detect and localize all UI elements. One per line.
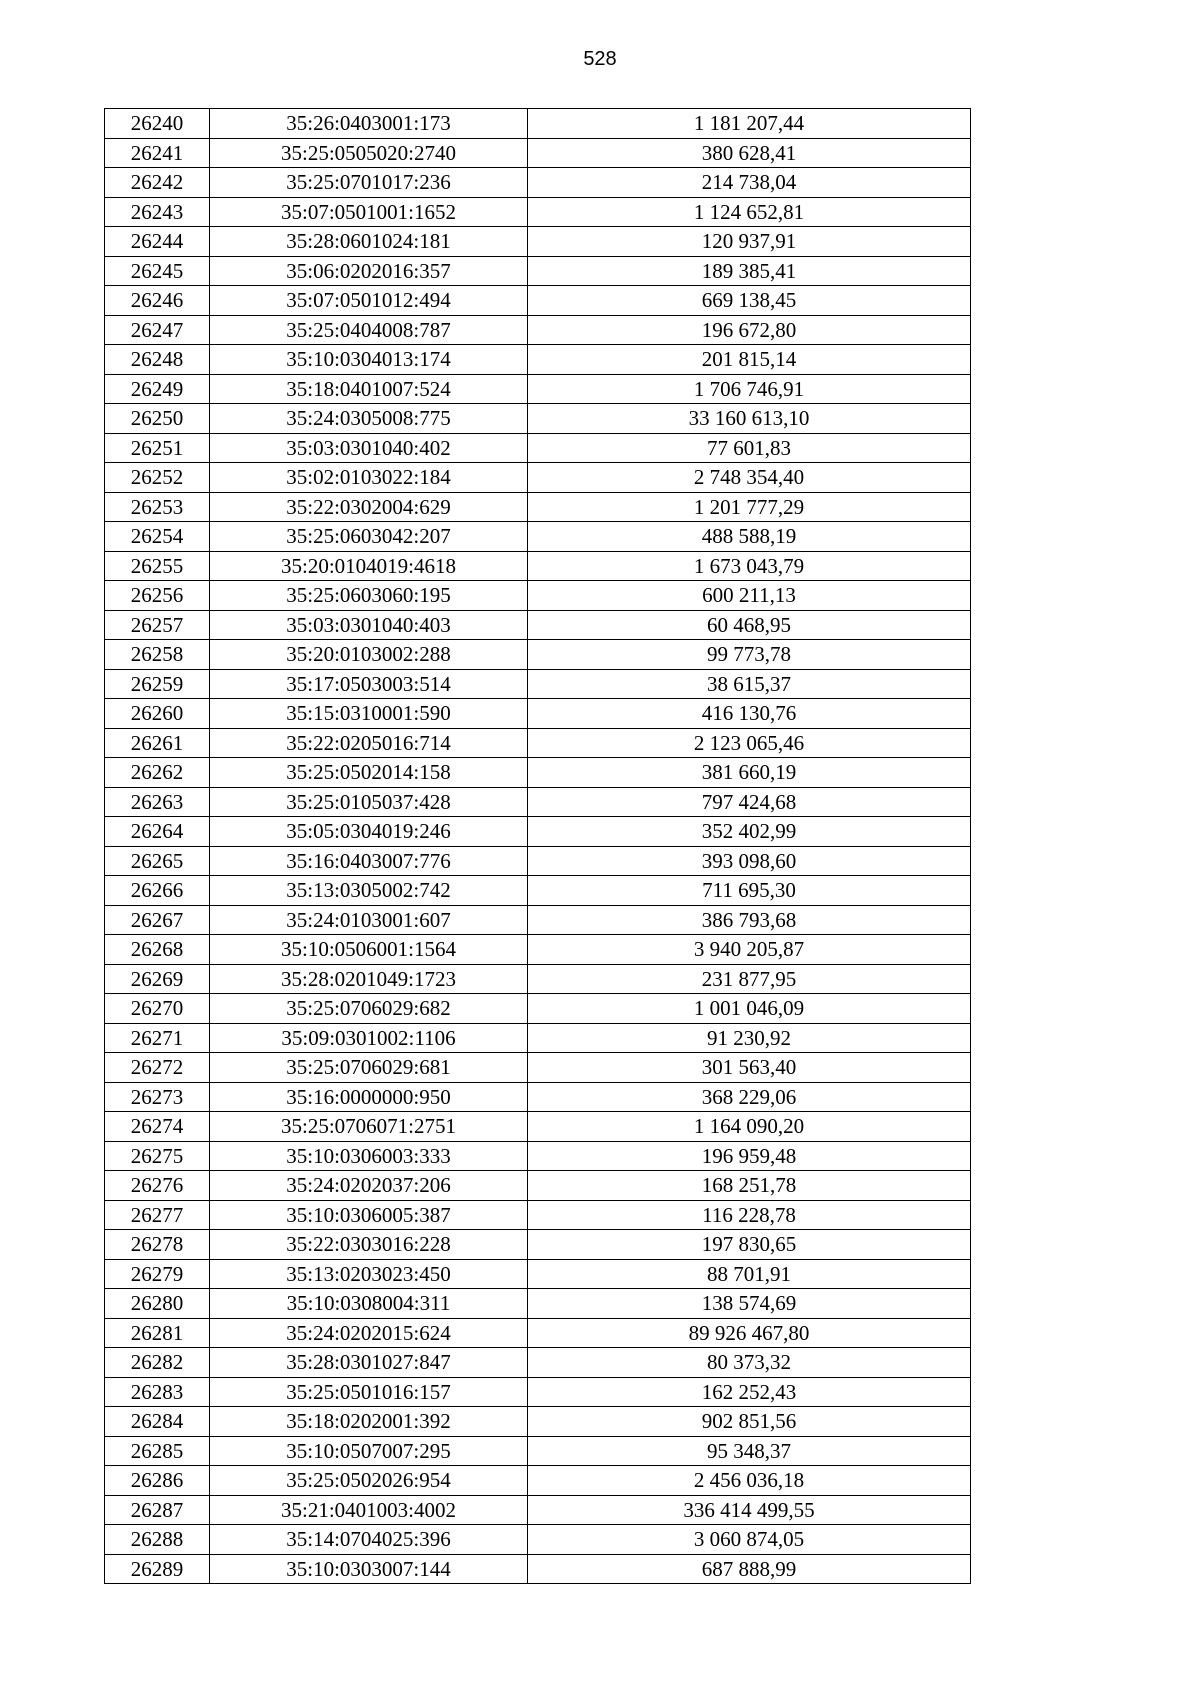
table-row	[105, 286, 971, 316]
cadastral-number-cell: 35:02:0103022:184	[210, 463, 528, 493]
row-number-cell: 26242	[105, 168, 210, 198]
cadastral-number-cell: 35:07:0501001:1652	[210, 197, 528, 227]
row-number-cell: 26252	[105, 463, 210, 493]
cadastral-value-cell: 80 373,32	[528, 1348, 971, 1378]
cadastral-number-cell: 35:25:0701017:236	[210, 168, 528, 198]
table-row	[105, 168, 971, 198]
cadastral-value-cell: 99 773,78	[528, 640, 971, 670]
cadastral-number-cell: 35:16:0000000:950	[210, 1082, 528, 1112]
table-row	[105, 109, 971, 139]
row-number-cell: 26285	[105, 1436, 210, 1466]
cadastral-value-cell: 1 001 046,09	[528, 994, 971, 1024]
row-number-cell: 26275	[105, 1141, 210, 1171]
table-row	[105, 256, 971, 286]
cadastral-value-cell: 1 164 090,20	[528, 1112, 971, 1142]
cadastral-value-cell: 60 468,95	[528, 610, 971, 640]
cadastral-value-cell: 162 252,43	[528, 1377, 971, 1407]
row-number-cell: 26272	[105, 1053, 210, 1083]
cadastral-number-cell: 35:20:0104019:4618	[210, 551, 528, 581]
row-number-cell: 26266	[105, 876, 210, 906]
cadastral-number-cell: 35:10:0304013:174	[210, 345, 528, 375]
table-row	[105, 1112, 971, 1142]
cadastral-value-cell: 197 830,65	[528, 1230, 971, 1260]
cadastral-value-cell: 600 211,13	[528, 581, 971, 611]
row-number-cell: 26249	[105, 374, 210, 404]
table-row	[105, 817, 971, 847]
cadastral-number-cell: 35:26:0403001:173	[210, 109, 528, 139]
table-row	[105, 994, 971, 1024]
table-row	[105, 522, 971, 552]
cadastral-value-cell: 1 181 207,44	[528, 109, 971, 139]
cadastral-number-cell: 35:25:0603060:195	[210, 581, 528, 611]
cadastral-number-cell: 35:13:0203023:450	[210, 1259, 528, 1289]
cadastral-value-cell: 381 660,19	[528, 758, 971, 788]
cadastral-number-cell: 35:17:0503003:514	[210, 669, 528, 699]
table-row	[105, 640, 971, 670]
table-row	[105, 404, 971, 434]
row-number-cell: 26256	[105, 581, 210, 611]
cadastral-value-cell: 189 385,41	[528, 256, 971, 286]
table-row	[105, 581, 971, 611]
cadastral-value-cell: 386 793,68	[528, 905, 971, 935]
cadastral-number-cell: 35:25:0706029:681	[210, 1053, 528, 1083]
cadastral-number-cell: 35:10:0308004:311	[210, 1289, 528, 1319]
cadastral-number-cell: 35:22:0302004:629	[210, 492, 528, 522]
table-row	[105, 1230, 971, 1260]
cadastral-value-cell: 488 588,19	[528, 522, 971, 552]
cadastral-number-cell: 35:24:0202037:206	[210, 1171, 528, 1201]
cadastral-value-cell: 3 940 205,87	[528, 935, 971, 965]
row-number-cell: 26265	[105, 846, 210, 876]
cadastral-number-cell: 35:25:0706071:2751	[210, 1112, 528, 1142]
cadastral-number-cell: 35:28:0601024:181	[210, 227, 528, 257]
cadastral-number-cell: 35:25:0105037:428	[210, 787, 528, 817]
cadastral-number-cell: 35:28:0301027:847	[210, 1348, 528, 1378]
cadastral-number-cell: 35:28:0201049:1723	[210, 964, 528, 994]
cadastral-number-cell: 35:10:0303007:144	[210, 1554, 528, 1584]
cadastral-value-cell: 711 695,30	[528, 876, 971, 906]
cadastral-value-cell: 38 615,37	[528, 669, 971, 699]
cadastral-number-cell: 35:10:0306005:387	[210, 1200, 528, 1230]
row-number-cell: 26270	[105, 994, 210, 1024]
row-number-cell: 26248	[105, 345, 210, 375]
row-number-cell: 26276	[105, 1171, 210, 1201]
row-number-cell: 26246	[105, 286, 210, 316]
cadastral-number-cell: 35:24:0202015:624	[210, 1318, 528, 1348]
row-number-cell: 26288	[105, 1525, 210, 1555]
row-number-cell: 26268	[105, 935, 210, 965]
cadastral-value-cell: 88 701,91	[528, 1259, 971, 1289]
table-row	[105, 1141, 971, 1171]
row-number-cell: 26259	[105, 669, 210, 699]
table-row	[105, 669, 971, 699]
table-row	[105, 1495, 971, 1525]
cadastral-value-cell: 393 098,60	[528, 846, 971, 876]
cadastral-value-cell: 797 424,68	[528, 787, 971, 817]
table-row	[105, 610, 971, 640]
row-number-cell: 26280	[105, 1289, 210, 1319]
cadastral-value-cell: 168 251,78	[528, 1171, 971, 1201]
table-row	[105, 846, 971, 876]
table-row	[105, 463, 971, 493]
row-number-cell: 26251	[105, 433, 210, 463]
table-row	[105, 935, 971, 965]
table-row	[105, 728, 971, 758]
cadastral-value-cell: 196 959,48	[528, 1141, 971, 1171]
table-row	[105, 964, 971, 994]
table-row	[105, 758, 971, 788]
cadastral-number-cell: 35:06:0202016:357	[210, 256, 528, 286]
table-row	[105, 1318, 971, 1348]
cadastral-number-cell: 35:15:0310001:590	[210, 699, 528, 729]
table-row	[105, 315, 971, 345]
cadastral-value-cell: 196 672,80	[528, 315, 971, 345]
table-row	[105, 1259, 971, 1289]
cadastral-value-cell: 1 201 777,29	[528, 492, 971, 522]
table-row	[105, 1377, 971, 1407]
table-row	[105, 1082, 971, 1112]
cadastral-number-cell: 35:21:0401003:4002	[210, 1495, 528, 1525]
cadastral-number-cell: 35:18:0202001:392	[210, 1407, 528, 1437]
cadastral-number-cell: 35:14:0704025:396	[210, 1525, 528, 1555]
cadastral-number-cell: 35:16:0403007:776	[210, 846, 528, 876]
row-number-cell: 26281	[105, 1318, 210, 1348]
row-number-cell: 26243	[105, 197, 210, 227]
cadastral-value-cell: 120 937,91	[528, 227, 971, 257]
row-number-cell: 26273	[105, 1082, 210, 1112]
table-row	[105, 876, 971, 906]
cadastral-value-cell: 2 123 065,46	[528, 728, 971, 758]
table-row	[105, 197, 971, 227]
cadastral-value-cell: 3 060 874,05	[528, 1525, 971, 1555]
cadastral-value-cell: 902 851,56	[528, 1407, 971, 1437]
cadastral-value-cell: 116 228,78	[528, 1200, 971, 1230]
row-number-cell: 26289	[105, 1554, 210, 1584]
table-row	[105, 1023, 971, 1053]
row-number-cell: 26267	[105, 905, 210, 935]
table-row	[105, 1525, 971, 1555]
table-row	[105, 787, 971, 817]
table-row	[105, 551, 971, 581]
cadastral-value-cell: 95 348,37	[528, 1436, 971, 1466]
table-row	[105, 1348, 971, 1378]
row-number-cell: 26261	[105, 728, 210, 758]
cadastral-number-cell: 35:13:0305002:742	[210, 876, 528, 906]
row-number-cell: 26254	[105, 522, 210, 552]
cadastral-value-cell: 669 138,45	[528, 286, 971, 316]
row-number-cell: 26262	[105, 758, 210, 788]
table-row	[105, 1466, 971, 1496]
cadastral-value-cell: 301 563,40	[528, 1053, 971, 1083]
row-number-cell: 26287	[105, 1495, 210, 1525]
cadastral-number-cell: 35:10:0306003:333	[210, 1141, 528, 1171]
cadastral-value-cell: 336 414 499,55	[528, 1495, 971, 1525]
cadastral-value-cell: 201 815,14	[528, 345, 971, 375]
row-number-cell: 26269	[105, 964, 210, 994]
table-row	[105, 1200, 971, 1230]
row-number-cell: 26264	[105, 817, 210, 847]
row-number-cell: 26258	[105, 640, 210, 670]
table-row	[105, 138, 971, 168]
cadastral-value-cell: 77 601,83	[528, 433, 971, 463]
row-number-cell: 26244	[105, 227, 210, 257]
table-row	[105, 227, 971, 257]
row-number-cell: 26283	[105, 1377, 210, 1407]
table-row	[105, 492, 971, 522]
row-number-cell: 26260	[105, 699, 210, 729]
cadastral-number-cell: 35:09:0301002:1106	[210, 1023, 528, 1053]
row-number-cell: 26247	[105, 315, 210, 345]
cadastral-number-cell: 35:22:0303016:228	[210, 1230, 528, 1260]
cadastral-value-cell: 2 748 354,40	[528, 463, 971, 493]
cadastral-number-cell: 35:07:0501012:494	[210, 286, 528, 316]
cadastral-value-cell: 1 673 043,79	[528, 551, 971, 581]
cadastral-number-cell: 35:03:0301040:403	[210, 610, 528, 640]
row-number-cell: 26255	[105, 551, 210, 581]
cadastral-value-cell: 2 456 036,18	[528, 1466, 971, 1496]
cadastral-value-table	[104, 108, 971, 1584]
table-row	[105, 1289, 971, 1319]
cadastral-value-cell: 214 738,04	[528, 168, 971, 198]
cadastral-value-cell: 231 877,95	[528, 964, 971, 994]
table-row	[105, 374, 971, 404]
cadastral-number-cell: 35:05:0304019:246	[210, 817, 528, 847]
cadastral-number-cell: 35:25:0505020:2740	[210, 138, 528, 168]
row-number-cell: 26241	[105, 138, 210, 168]
cadastral-value-cell: 33 160 613,10	[528, 404, 971, 434]
cadastral-number-cell: 35:25:0404008:787	[210, 315, 528, 345]
cadastral-value-cell: 1 124 652,81	[528, 197, 971, 227]
row-number-cell: 26271	[105, 1023, 210, 1053]
cadastral-value-cell: 687 888,99	[528, 1554, 971, 1584]
cadastral-value-cell: 89 926 467,80	[528, 1318, 971, 1348]
cadastral-number-cell: 35:10:0506001:1564	[210, 935, 528, 965]
cadastral-value-cell: 138 574,69	[528, 1289, 971, 1319]
table-row	[105, 699, 971, 729]
table-row	[105, 1171, 971, 1201]
table-row	[105, 1407, 971, 1437]
cadastral-number-cell: 35:25:0501016:157	[210, 1377, 528, 1407]
table-body	[105, 109, 971, 1584]
row-number-cell: 26284	[105, 1407, 210, 1437]
cadastral-value-cell: 91 230,92	[528, 1023, 971, 1053]
cadastral-value-cell: 352 402,99	[528, 817, 971, 847]
table-row	[105, 905, 971, 935]
cadastral-number-cell: 35:18:0401007:524	[210, 374, 528, 404]
row-number-cell: 26240	[105, 109, 210, 139]
cadastral-value-cell: 368 229,06	[528, 1082, 971, 1112]
cadastral-value-cell: 380 628,41	[528, 138, 971, 168]
cadastral-number-cell: 35:10:0507007:295	[210, 1436, 528, 1466]
cadastral-number-cell: 35:24:0103001:607	[210, 905, 528, 935]
table-row	[105, 1053, 971, 1083]
row-number-cell: 26274	[105, 1112, 210, 1142]
row-number-cell: 26277	[105, 1200, 210, 1230]
cadastral-number-cell: 35:25:0603042:207	[210, 522, 528, 552]
cadastral-value-cell: 1 706 746,91	[528, 374, 971, 404]
cadastral-number-cell: 35:25:0502026:954	[210, 1466, 528, 1496]
table-row	[105, 1436, 971, 1466]
cadastral-number-cell: 35:25:0502014:158	[210, 758, 528, 788]
table-row	[105, 433, 971, 463]
row-number-cell: 26279	[105, 1259, 210, 1289]
page-number: 528	[583, 48, 617, 70]
row-number-cell: 26278	[105, 1230, 210, 1260]
row-number-cell: 26263	[105, 787, 210, 817]
table-row	[105, 1554, 971, 1584]
row-number-cell: 26286	[105, 1466, 210, 1496]
table-row	[105, 345, 971, 375]
cadastral-number-cell: 35:22:0205016:714	[210, 728, 528, 758]
cadastral-number-cell: 35:25:0706029:682	[210, 994, 528, 1024]
row-number-cell: 26282	[105, 1348, 210, 1378]
cadastral-number-cell: 35:20:0103002:288	[210, 640, 528, 670]
row-number-cell: 26257	[105, 610, 210, 640]
row-number-cell: 26253	[105, 492, 210, 522]
row-number-cell: 26245	[105, 256, 210, 286]
row-number-cell: 26250	[105, 404, 210, 434]
cadastral-number-cell: 35:24:0305008:775	[210, 404, 528, 434]
cadastral-value-cell: 416 130,76	[528, 699, 971, 729]
cadastral-number-cell: 35:03:0301040:402	[210, 433, 528, 463]
